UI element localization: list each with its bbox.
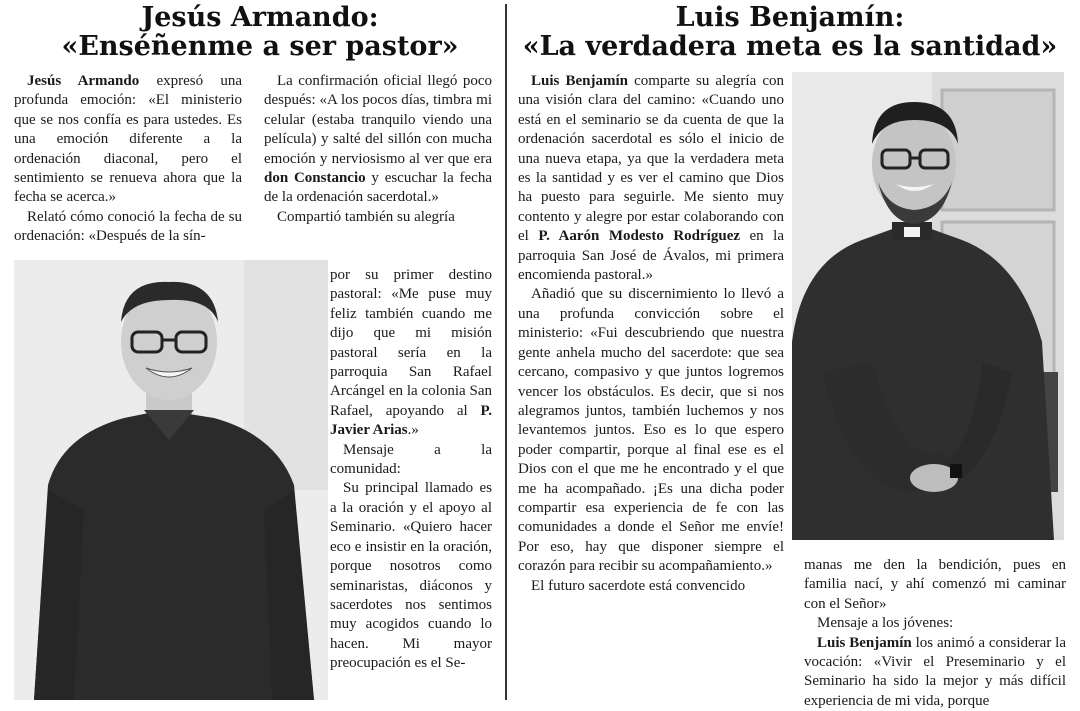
right-col2-paragraph-3: Luis Benjamín los animó a considerar la vocación: «Vivir el Preseminario y el Seminario ha sido la mejor y más difícil experiencia de mi vida, porque <box>804 634 1067 709</box>
left-col3-paragraph-2: Mensaje a la comunidad: <box>330 441 492 478</box>
left-col1-paragraph-2: Relató cómo conoció la fecha de su ordenación: «Después de la sín- <box>14 208 242 245</box>
left-col2-paragraph-1: La confirmación oficial llegó poco después: «A los pocos días, timbra mi celular (estaba tranquilo viendo una película) y salté del sillón con mucha emoción y nerviosismo al ver que era don Constancio y escuchar la fecha de la ordenación sacerdotal.» <box>264 73 492 206</box>
left-col3-paragraph-1: por su primer destino pastoral: «Me puse muy feliz también cuando me dijo que mi misión pastoral sería en la parroquia San Rafael Arcángel en la colonia San Rafael, apoyando al P. Javier Arias.» <box>330 267 492 439</box>
right-headline <box>510 3 1070 61</box>
left-col1-paragraph-1: Jesús Armando expresó una profunda emoción: «El ministerio que se nos confía es para ustedes. Es una emoción diferente a la ordenación diaconal, pero el sentimiento se renueva ahora que la fecha se acerca.» <box>14 73 242 206</box>
column-divider <box>505 4 507 700</box>
right-headline-line2: «La verdadera meta es la santidad» <box>522 31 1058 62</box>
left-column-3 <box>330 266 492 674</box>
right-col1-paragraph-2: Añadió que su discernimiento lo llevó a una profunda convicción sobre el ministerio: «Fui descubriendo que nuestra gente anhela mucho del sacerdote: que sea cercano, compasivo y que juntos logremos vencer los obstáculos. Es decir, que si nos alegramos juntos, también luchemos y nos levantemos juntos. Eso es lo que espero poder compartir, porque al final ese es el Dios con el que me he encontrado y el que me ha acompañado. ¡Es una dicha poder compartir esa experiencia de fe con las comunidades a donde el Señor me envíe! Por eso, hay que disponer siempre el corazón para recibir su acompañamiento.» <box>518 286 784 575</box>
left-headline-line1: Jesús Armando: <box>141 2 379 33</box>
right-headline-line1: Luis Benjamín: <box>675 2 905 33</box>
name-luis-benjamin-2: Luis Benjamín <box>817 634 912 651</box>
left-headline <box>20 3 500 61</box>
photo-jesus-armando <box>14 260 328 700</box>
right-col1-paragraph-1: Luis Benjamín comparte su alegría con una visión clara del camino: «Cuando uno está en el seminario se da cuenta de que la ordenación sacerdotal es sólo el inicio de una nueva etapa, ya que la verdadera meta es la santidad y es ver el camino que Dios ha puesto para seguirle. Me siento muy contento y alegre por estar colaborando con el P. Aarón Modesto Rodríguez en la parroquia San José de Ávalos, mi primera encomienda pastoral.» <box>518 73 784 284</box>
name-javier-arias: P. Javier Arias <box>330 402 492 439</box>
left-col2-paragraph-2: Compartió también su alegría <box>277 208 455 225</box>
name-luis-benjamin: Luis Benjamín <box>531 73 628 89</box>
left-column-1 <box>14 72 242 247</box>
photo-luis-benjamin <box>792 72 1064 540</box>
portrait-illustration <box>14 260 328 700</box>
left-headline-line2: «Enséñenme a ser pastor» <box>61 31 459 62</box>
right-col2-paragraph-2: Mensaje a los jóvenes: <box>817 615 954 632</box>
left-column-2 <box>264 72 492 227</box>
right-col2-paragraph-1: manas me den la bendición, pues en familia nací, y ahí comenzó mi caminar con el Señor» <box>804 557 1066 612</box>
right-col1-paragraph-3: El futuro sacerdote está convencido <box>531 577 746 594</box>
left-col3-paragraph-3: Su principal llamado es a la oración y el apoyo al Seminario. «Quiero hacer eco e insistir en la oración, porque nosotros como seminaristas, diáconos y sacerdotes nos sentimos muy acogidos cuando lo hacen. Mi mayor preocupación es el Se- <box>330 480 492 672</box>
right-column-2 <box>804 556 1066 711</box>
name-don-constancio: don Constancio <box>264 170 366 187</box>
portrait-illustration <box>792 72 1064 540</box>
name-jesus-armando: Jesús Armando <box>27 73 140 89</box>
right-column-1 <box>518 72 784 596</box>
name-aaron-modesto-rodriguez: P. Aarón Modesto Rodríguez <box>538 228 741 245</box>
